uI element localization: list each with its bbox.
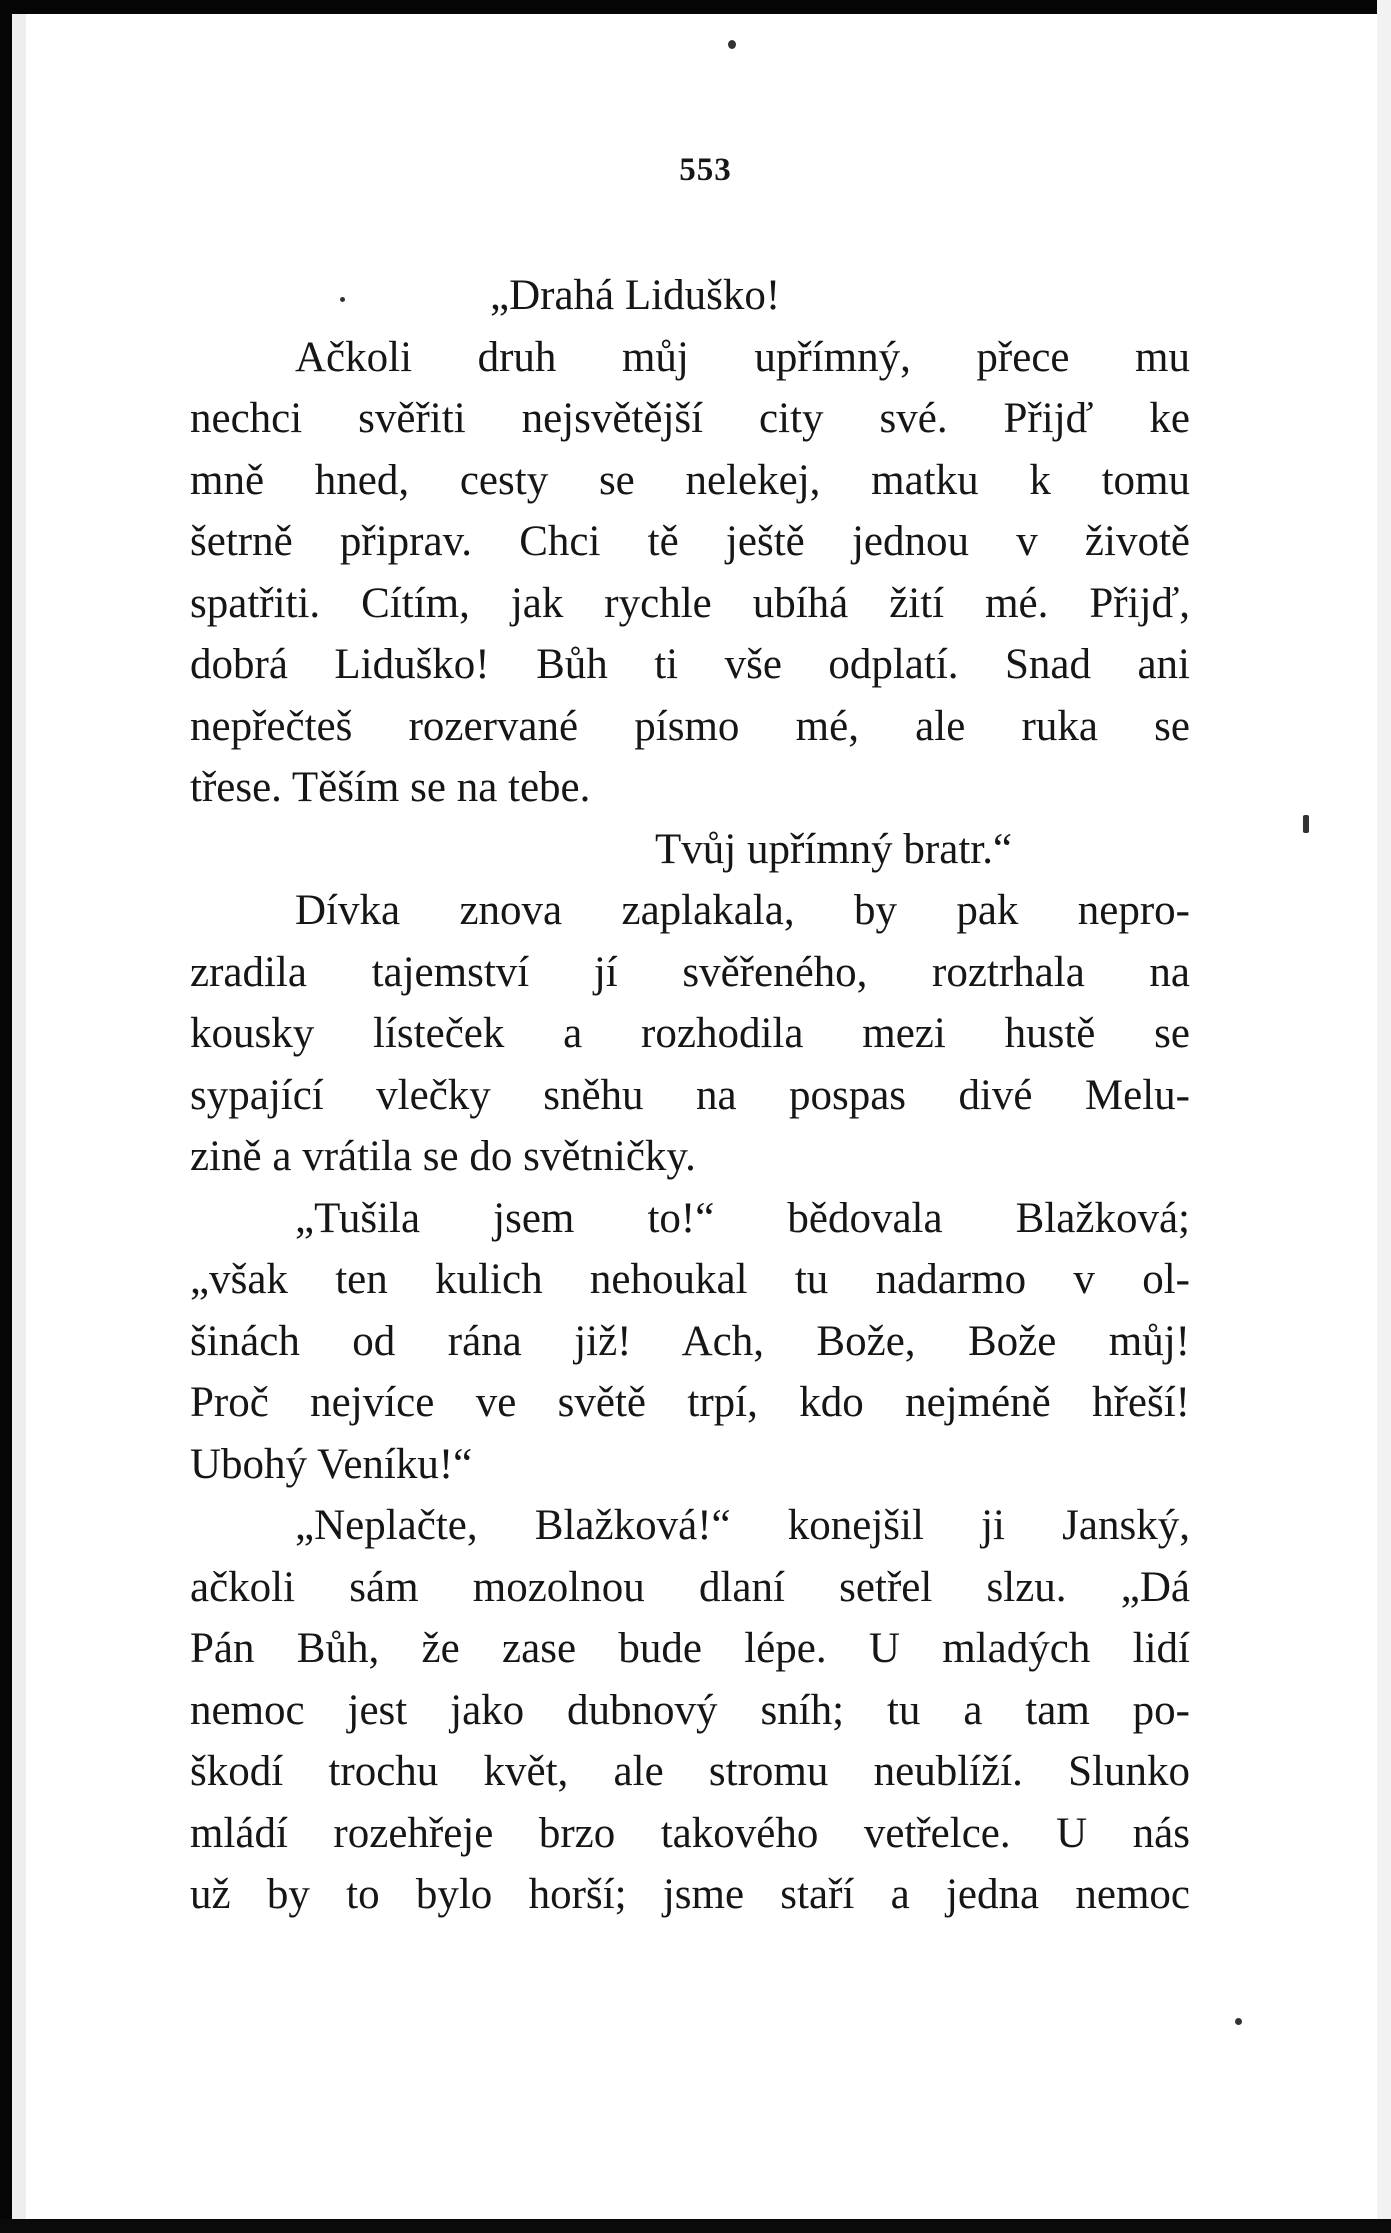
page-text [190, 265, 1190, 1926]
text-line: zradila tajemství jí svěřeného, roztrhala na [190, 948, 1190, 996]
text-line: šetrně připrav. Chci tě ještě jednou v životě [190, 518, 1190, 565]
text-line: „Tušila jsem to!“ bědovala Blažková; [295, 1194, 1190, 1242]
text-line: škodí trochu květ, ale stromu neublíží. Slunko [190, 1748, 1190, 1795]
text-line: Dívka znova zaplakala, by pak nepro- [295, 887, 1190, 934]
scan-border-left [0, 0, 12, 2233]
text-line: Tvůj upřímný bratr.“ [655, 825, 1013, 873]
scan-speck [728, 40, 736, 49]
text-line: „Drahá Liduško! [490, 272, 781, 319]
text-line: ačkoli sám mozolnou dlaní setřel slzu. „Dá [190, 1563, 1190, 1611]
scan-border-bottom [0, 2219, 1391, 2233]
text-line: mládí rozehřeje brzo takového vetřelce. U nás [190, 1809, 1190, 1857]
text-line: dobrá Liduško! Bůh ti vše odplatí. Snad ani [190, 641, 1190, 688]
text-line: mně hned, cesty se nelekej, matku k tomu [190, 456, 1190, 504]
text-line: nepřečteš rozervané písmo mé, ale ruka se [190, 702, 1190, 750]
scan-speck [1303, 815, 1309, 833]
text-line: nemoc jest jako dubnový sníh; tu a tam po- [190, 1686, 1190, 1734]
text-line: nechci svěřiti nejsvětější city své. Přijď ke [190, 395, 1190, 442]
scan-border-right [1377, 0, 1391, 2233]
scan-border-top [0, 0, 1391, 14]
scan-speck [1235, 2018, 1242, 2025]
text-line: spatřiti. Cítím, jak rychle ubíhá žití mé. Přijď, [190, 579, 1190, 627]
text-line: „Neplačte, Blažková!“ konejšil ji Janský, [295, 1502, 1190, 1549]
text-line: Proč nejvíce ve světě trpí, kdo nejméně hřeší! [190, 1379, 1190, 1426]
text-line: „však ten kulich nehoukal tu nadarmo v ol- [190, 1256, 1190, 1303]
text-line: třese. Těším se na tebe. [190, 764, 591, 811]
text-line: šinách od rána již! Ach, Bože, Bože můj! [190, 1317, 1190, 1365]
text-line: Ačkoli druh můj upřímný, přece mu [295, 333, 1190, 381]
text-line: kousky lísteček a rozhodila mezi hustě se [190, 1010, 1190, 1057]
text-line: Ubohý Veníku!“ [190, 1440, 473, 1488]
text-line: Pán Bůh, že zase bude lépe. U mladých lidí [190, 1625, 1190, 1672]
text-line: sypající vlečky sněhu na pospas divé Melu- [190, 1071, 1190, 1119]
page-gutter-shadow [12, 14, 26, 2224]
text-line: zině a vrátila se do světničky. [190, 1133, 696, 1180]
text-line: už by to bylo horší; jsme staří a jedna nemoc [190, 1871, 1190, 1918]
page-number: 553 [679, 152, 732, 188]
